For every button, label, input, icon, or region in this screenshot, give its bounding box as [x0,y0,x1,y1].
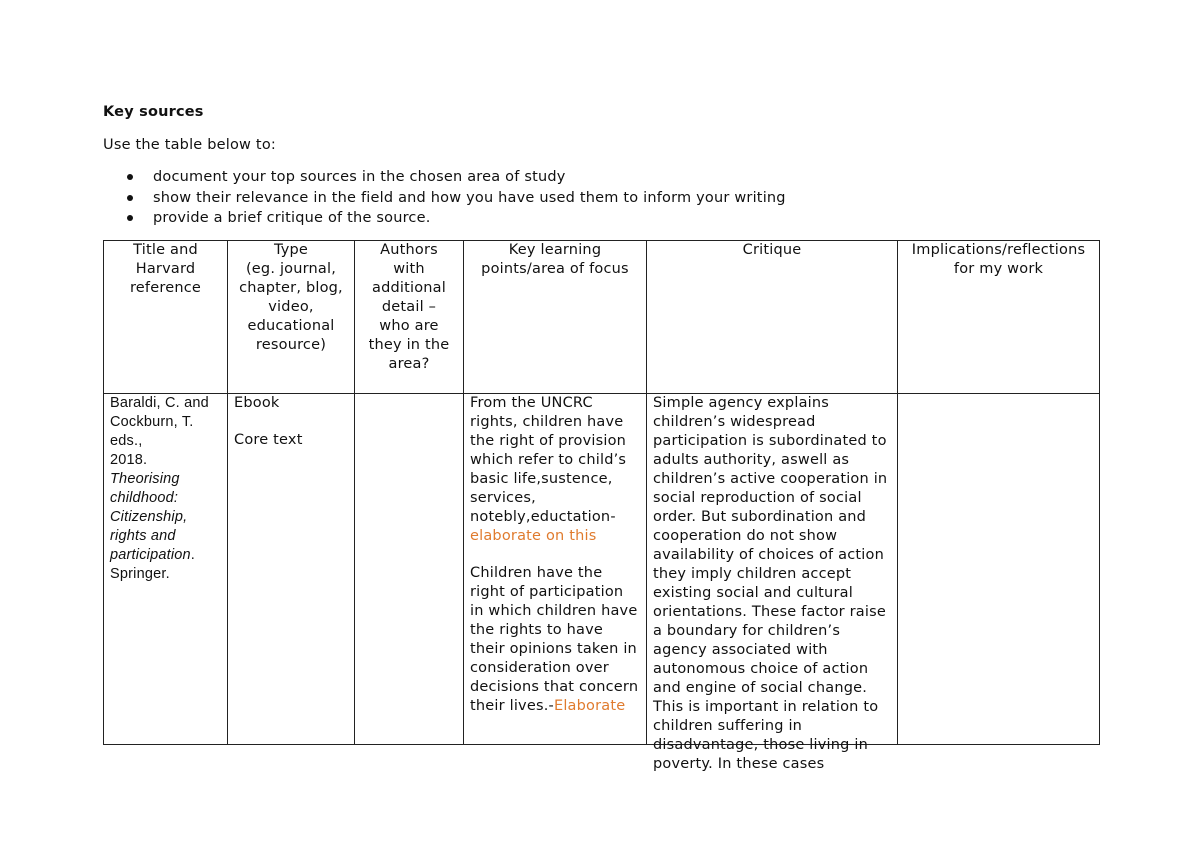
header-line: Critique [742,242,802,258]
intro-text: Use the table below to: [103,137,276,153]
header-line: reference [129,280,202,296]
list-item [103,188,786,209]
page-heading: Key sources [103,104,204,120]
header-line: additional [371,280,446,296]
learning-paragraph [470,564,640,716]
ref-authors: Baraldi, C. and Cockburn, T. eds., [110,395,209,449]
learning-note: Elaborate [553,698,626,714]
header-line: Harvard [135,261,196,277]
header-line: resource) [255,337,327,353]
header-implications [898,241,1100,394]
cell-critique [647,394,898,772]
header-line: with [393,261,425,277]
learning-text: Children have the right of participation in which children have the rights to have their opinions taken in consideration over decisions that concern their lives.- [470,565,639,714]
table-row [104,394,1100,745]
list-item-text: show their relevance in the field and how you have used them to inform your writing [153,189,786,206]
header-line: (eg. journal, [245,261,337,277]
header-line: for my work [953,261,1044,277]
cell-type [228,394,355,745]
header-type [228,241,355,394]
header-line: video, [268,299,314,315]
bullet-icon [127,195,133,201]
learning-text: From the UNCRC rights, children have the right of provision which refer to child’s basic life,sustence, services, notebly,eductation- [470,395,627,525]
header-line: they in the [368,337,450,353]
ref-publisher: . Springer. [110,547,196,582]
header-line: points/area of focus [481,261,629,277]
critique-text: Simple agency explains children’s widespread participation is subordinated to adults authority, aswell as children’s active cooperation in social reproduction of social order. But subordination and cooperation do not show availability of choices of action they imply children accept existing social and cultural orientations. These factor raise a boundary for children’s agency associated with autonomous choice of action and engine of social change. This is important in relation to children suffering in disadvantage, those living in poverty. In these cases [653,395,888,772]
header-key-learning [464,241,647,394]
bullet-icon [127,215,133,221]
cell-authors [355,394,464,745]
list-item-text: provide a brief critique of the source. [153,210,431,226]
list-item-text: document your top sources in the chosen area of study [153,169,566,185]
cell-reference [104,394,228,745]
key-sources-table [103,240,1100,772]
bullet-icon [127,174,133,180]
type-line: Ebook [234,395,280,411]
cell-implications [898,394,1100,745]
header-line: educational [247,318,335,334]
table-header-row [104,241,1100,394]
list-item [103,167,786,188]
header-line: area? [388,356,430,372]
header-line: detail – [381,299,437,315]
header-line: Type [273,242,309,258]
header-line: who are [379,318,439,334]
learning-note: elaborate on this [470,528,597,544]
header-line: chapter, blog, [239,280,343,296]
header-line: Implications/reflections [911,242,1086,258]
header-line: Authors [380,242,438,258]
instruction-list [103,167,786,229]
cell-key-learning [464,394,647,745]
header-line: Title and [133,242,198,258]
type-line: Core text [234,432,303,448]
header-title-reference [104,241,228,394]
list-item [103,208,786,229]
ref-title: Theorising childhood: Citizenship, rights and participation [110,471,191,563]
ref-year: 2018. [110,452,148,468]
header-critique [647,241,898,394]
learning-paragraph [470,394,640,546]
header-line: Key learning [508,242,602,258]
header-authors [355,241,464,394]
